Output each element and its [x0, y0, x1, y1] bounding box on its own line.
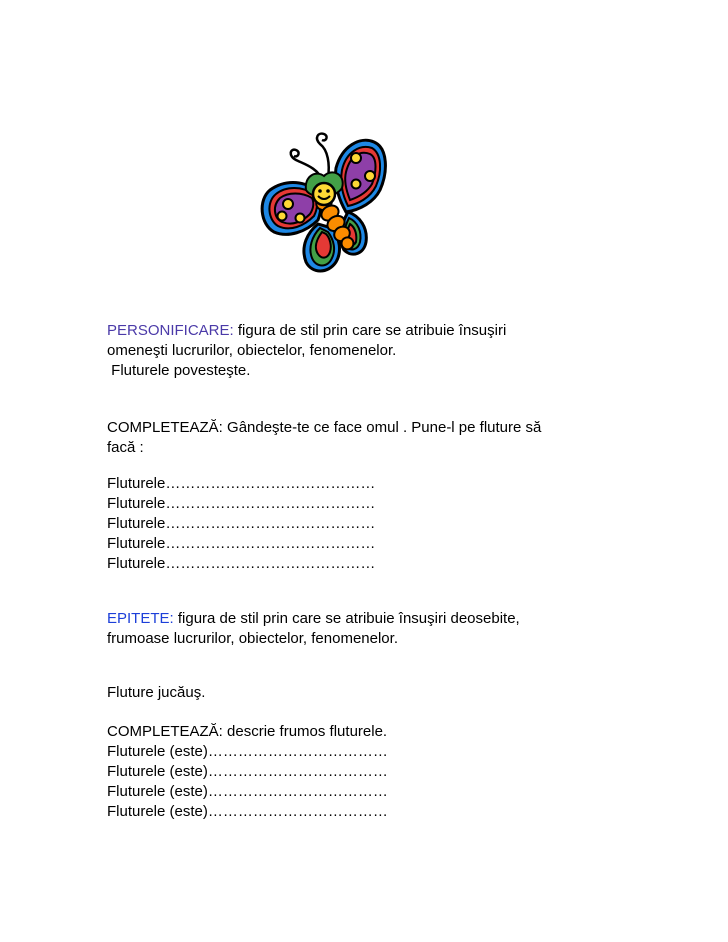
- personificare-term: PERSONIFICARE:: [107, 322, 234, 339]
- fill-line[interactable]: Fluturele (este)………………………………: [107, 803, 388, 820]
- fill-line[interactable]: Fluturele……………………………………: [107, 495, 376, 512]
- epitete-section: [107, 609, 627, 649]
- personificare-definition-line1: figura de stil prin care se atribuie însuşiri: [233, 322, 507, 339]
- personificare-example: Fluturele povesteşte.: [107, 362, 251, 379]
- personificare-definition-line2: omeneşti lucrurilor, obiectelor, fenomenelor.: [107, 342, 397, 359]
- fill-line[interactable]: Fluturele……………………………………: [107, 555, 376, 572]
- personificare-definition: [107, 321, 627, 341]
- completeaza-section-2: [107, 722, 627, 822]
- epitete-definition-line1: figura de stil prin care se atribuie însuşiri deosebite,: [173, 610, 520, 627]
- personificare-section: [107, 321, 627, 381]
- fluturele-fill-list: [107, 474, 627, 574]
- fill-line[interactable]: Fluturele……………………………………: [107, 475, 376, 492]
- completeaza2-instruction: COMPLETEAZĂ: descrie frumos fluturele.: [107, 723, 388, 740]
- butterfly-icon: [256, 128, 396, 276]
- fill-line[interactable]: Fluturele (este)………………………………: [107, 763, 388, 780]
- fill-line[interactable]: Fluturele……………………………………: [107, 515, 376, 532]
- fill-line[interactable]: Fluturele (este)………………………………: [107, 783, 388, 800]
- fill-line[interactable]: Fluturele (este)………………………………: [107, 743, 388, 760]
- epitete-example: Fluture jucăuş.: [107, 684, 206, 701]
- epitete-definition-line2: frumoase lucrurilor, obiectelor, fenomenelor.: [107, 630, 398, 647]
- completeaza1-line2: facă :: [107, 439, 144, 456]
- completeaza1-line1: COMPLETEAZĂ: Gândeşte-te ce face omul . Pune-l pe fluture să: [107, 419, 542, 436]
- epitete-term: EPITETE:: [107, 610, 174, 627]
- fill-line[interactable]: Fluturele……………………………………: [107, 535, 376, 552]
- completeaza-instruction-1: [107, 418, 627, 458]
- epitete-definition: [107, 609, 627, 629]
